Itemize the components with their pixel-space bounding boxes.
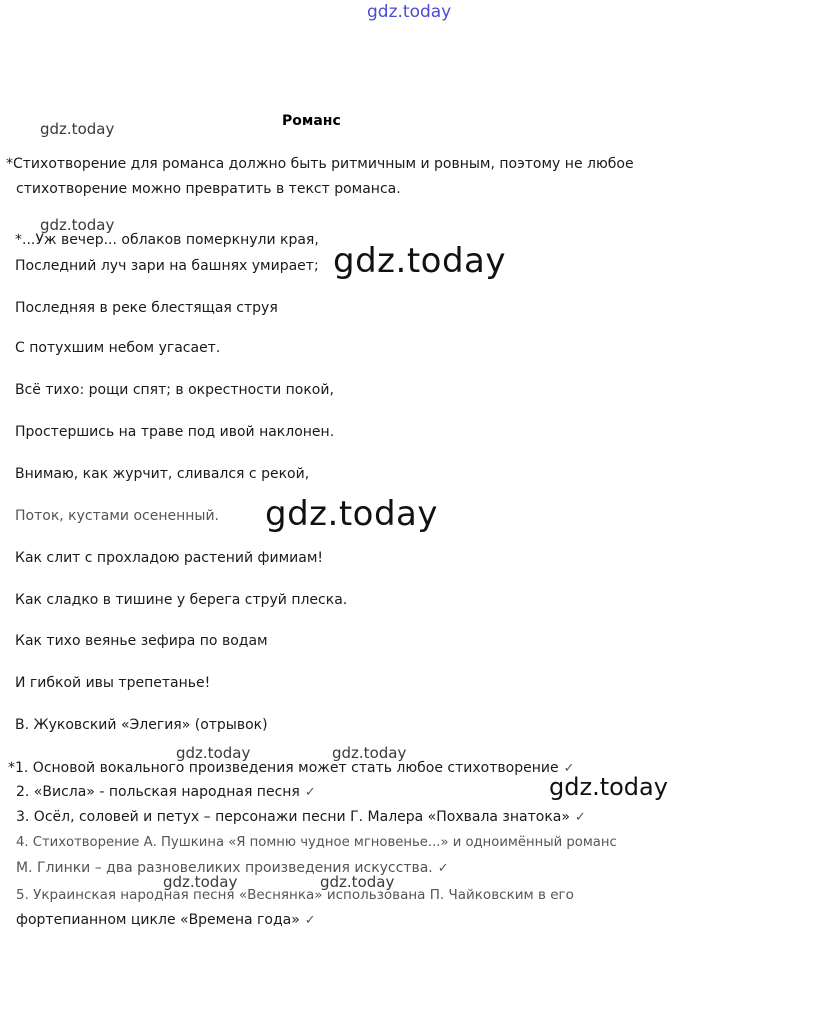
answer-line [16,808,586,827]
answer-text: 3. Осёл, соловей и петух – персонажи песни Г. Малера «Похвала знатока» [16,809,570,825]
watermark-small: gdz.today [332,744,407,762]
answer-text: 2. «Висла» - польская народная песня [16,784,300,800]
poem-line: С потухшим небом угасает. [15,340,221,356]
watermark-top: gdz.today [367,2,452,22]
watermark-small: gdz.today [163,873,238,891]
poem-line: Поток, кустами осененный. [15,508,220,524]
watermark-small: gdz.today [40,216,115,234]
answer-line [8,759,574,778]
answer-text: М. Глинки – два разновеликих произведения искусства. [16,860,433,876]
answer-text: фортепианном цикле «Времена года» [16,912,300,928]
checkmark-icon: ✓ [304,785,316,800]
answer-text: *1. Основой вокального произведения может стать любое стихотворение [8,760,559,776]
poem-attribution: В. Жуковский «Элегия» (отрывок) [15,717,268,733]
watermark-small: gdz.today [40,120,115,138]
poem-line: Как тихо веянье зефира по водам [15,633,268,649]
poem-line: И гибкой ивы трепетанье! [15,675,211,691]
watermark-medium: gdz.today [549,773,668,801]
poem-line: Простершись на траве под ивой наклонен. [15,424,335,440]
watermark-small: gdz.today [176,744,251,762]
poem-line: Последний луч зари на башнях умирает; [15,258,319,274]
answer-line: 4. Стихотворение А. Пушкина «Я помню чудное мгновенье...» и одноимённый романс [16,835,617,850]
answer-line [16,783,316,802]
watermark-small: gdz.today [320,873,395,891]
poem-line: Как сладко в тишине у берега струй плеска. [15,592,348,608]
answer-line [16,911,316,930]
note-line: *Стихотворение для романса должно быть ритмичным и ровным, поэтому не любое [6,156,634,172]
poem-line: Всё тихо: рощи спят; в окрестности покой, [15,382,334,398]
poem-line: Последняя в реке блестящая струя [15,300,278,316]
checkmark-icon: ✓ [304,913,316,928]
checkmark-icon: ✓ [574,810,586,825]
note-line: стихотворение можно превратить в текст романса. [16,181,401,197]
answer-line [16,859,449,878]
poem-line: *...Уж вечер... облаков померкнули края, [15,232,319,248]
watermark-large: gdz.today [265,494,438,534]
watermark-large: gdz.today [333,241,506,281]
checkmark-icon: ✓ [437,861,449,876]
page-title: Романс [282,113,341,129]
answer-line: 5. Украинская народная песня «Веснянка» использована П. Чайковским в его [16,887,574,903]
poem-line: Внимаю, как журчит, сливался с рекой, [15,466,310,482]
poem-line: Как слит с прохладою растений фимиам! [15,550,324,566]
checkmark-icon: ✓ [563,761,575,776]
